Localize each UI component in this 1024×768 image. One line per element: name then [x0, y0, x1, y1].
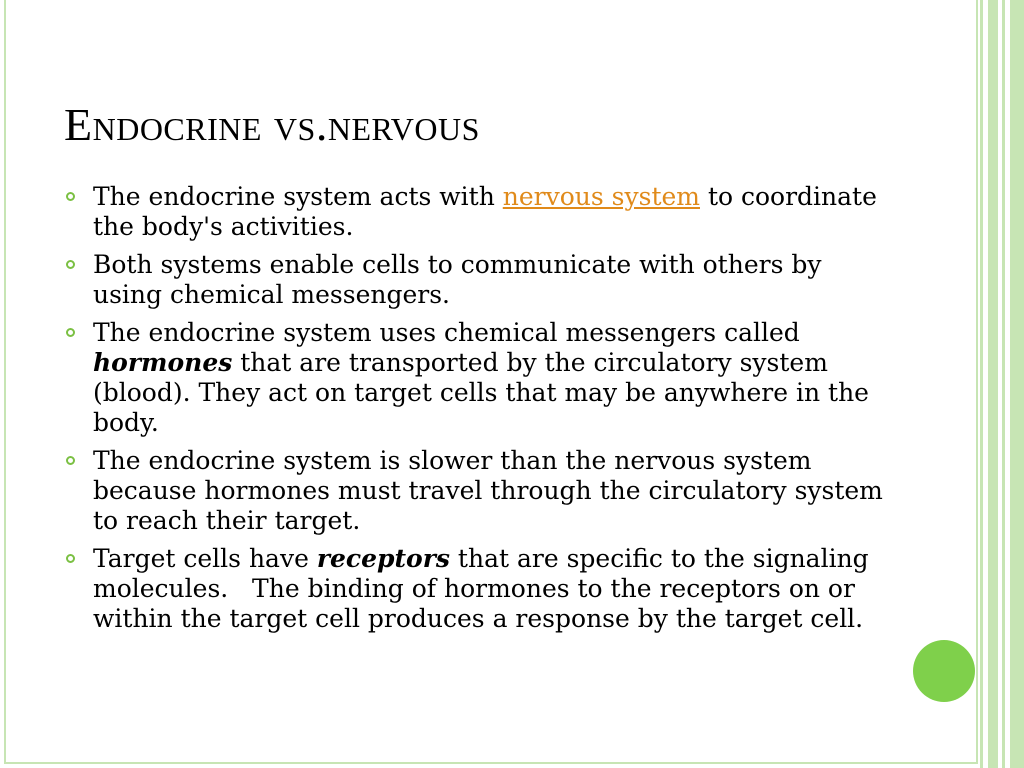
- bullet-item-1: [62, 182, 892, 242]
- stripe-3: [1002, 0, 1005, 768]
- bullet-text-before: The endocrine system acts with: [93, 182, 503, 211]
- receptors-emphasis: receptors: [316, 544, 450, 573]
- bullet-item-3: [62, 318, 892, 438]
- bullet-item-5: [62, 544, 892, 634]
- stripe-1: [980, 0, 983, 768]
- bullet-text-after: to coordinate the body's activities.: [93, 182, 877, 241]
- bullet-list: [62, 182, 892, 642]
- decorative-green-circle: [913, 640, 975, 702]
- bullet-circle-icon: [66, 192, 75, 201]
- bullet-circle-icon: [66, 554, 75, 563]
- bullet-item-2: [62, 250, 892, 310]
- bullet-text-before: The endocrine system uses chemical messengers called: [93, 318, 800, 347]
- bullet-text-after: that are specific to the signaling molecules. The binding of hormones to the receptors on or within the target cell produces a response by the target cell.: [93, 544, 877, 633]
- bullet-circle-icon: [66, 260, 75, 269]
- bullet-circle-icon: [66, 328, 75, 337]
- bullet-text: The endocrine system is slower than the nervous system because hormones must travel through the circulatory system to reach their target.: [93, 446, 883, 535]
- stripe-4: [1010, 0, 1024, 768]
- hormones-emphasis: hormones: [93, 348, 233, 377]
- bullet-item-4: [62, 446, 892, 536]
- nervous-system-link[interactable]: nervous system: [502, 182, 700, 211]
- bullet-text-after: that are transported by the circulatory system (blood). They act on target cells that may be anywhere in the body.: [93, 348, 869, 437]
- bullet-text-before: Target cells have: [93, 544, 317, 573]
- decorative-stripes: [980, 0, 1024, 768]
- bullet-text: Both systems enable cells to communicate with others by using chemical messengers.: [93, 250, 822, 309]
- bullet-circle-icon: [66, 456, 75, 465]
- stripe-2: [988, 0, 998, 768]
- slide-title: Endocrine vs.nervous: [64, 99, 480, 150]
